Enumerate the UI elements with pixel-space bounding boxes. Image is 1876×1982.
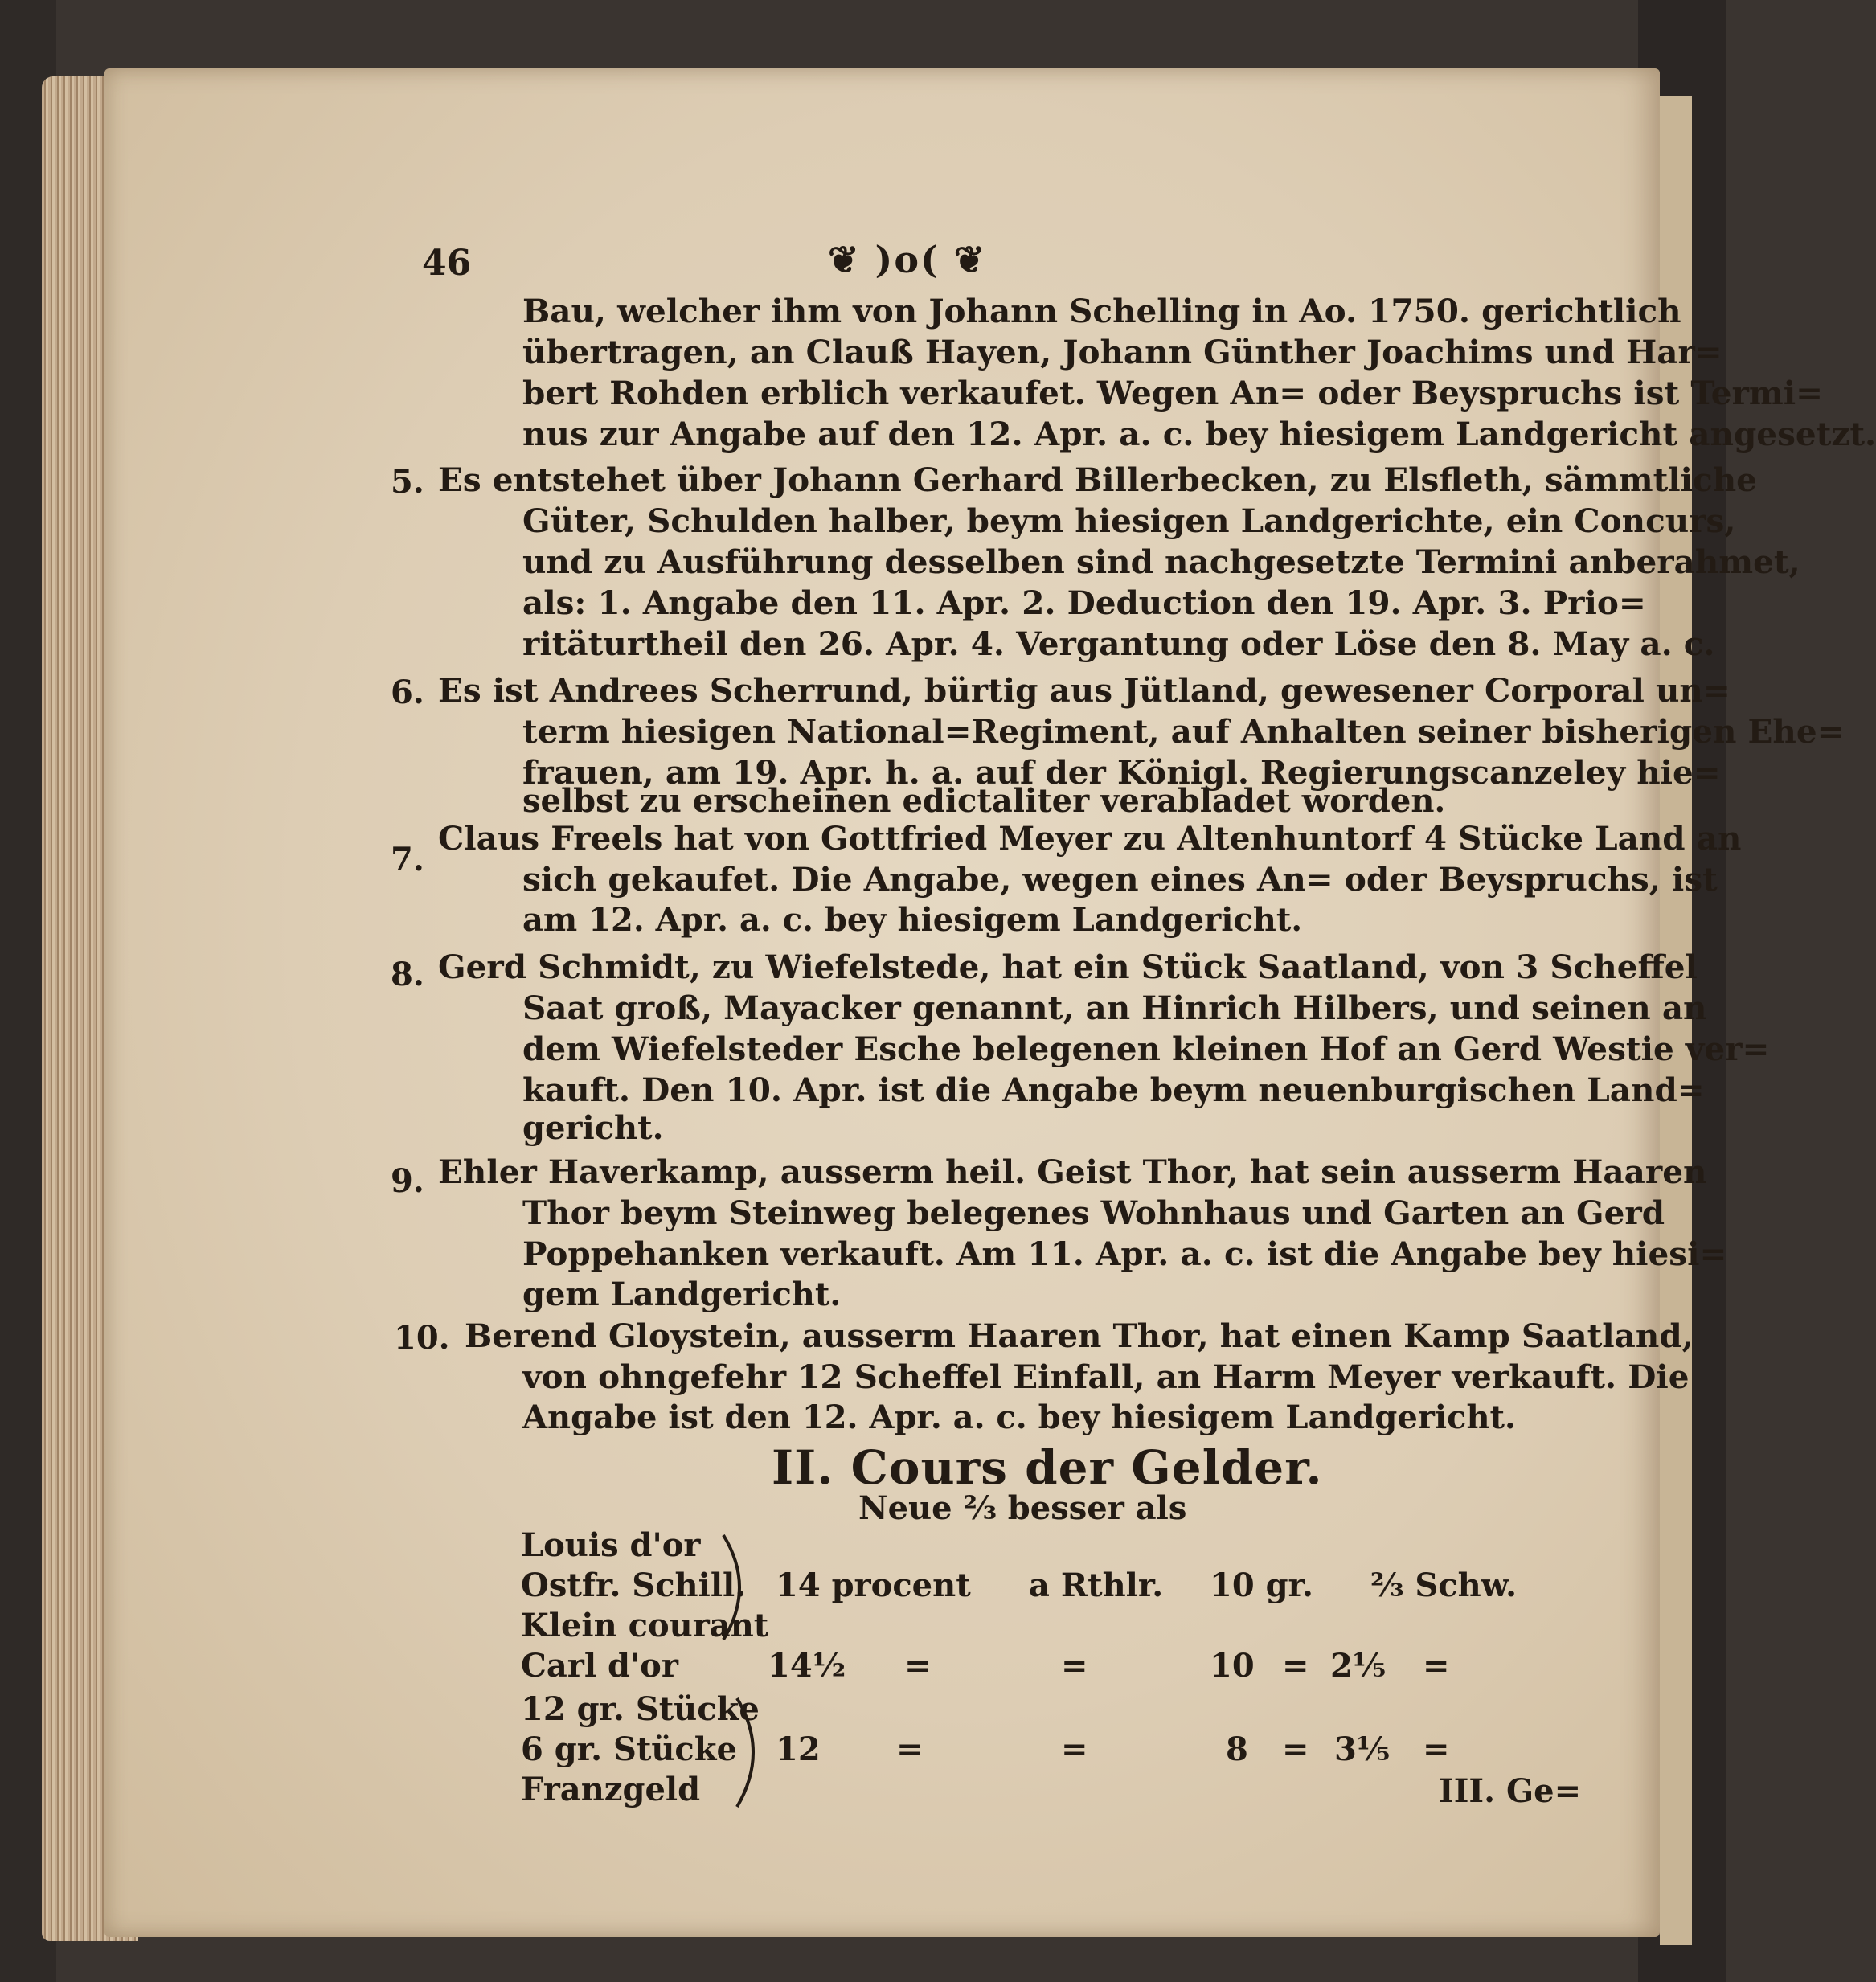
entry-number: 7. <box>391 841 424 878</box>
ditto-mark: = <box>904 1647 932 1685</box>
ditto-mark: = <box>896 1730 924 1768</box>
text-line: Saat groß, Mayacker genannt, an Hinrich Hilbers, und seinen an <box>522 989 1707 1027</box>
text-line: bert Rohden erblich verkaufet. Wegen An= oder Beyspruchs ist Termi= <box>522 374 1824 412</box>
brace-paren <box>719 1531 760 1644</box>
rate-procent: 12 <box>776 1730 821 1768</box>
text-line: Es ist Andrees Scherrund, bürtig aus Jütland, gewesener Corporal un= <box>438 671 1731 710</box>
rate-schwaren: ⅔ Schw. <box>1370 1566 1517 1604</box>
rate-groschen: 10 gr. <box>1210 1566 1313 1604</box>
entry-number: 8. <box>391 956 424 993</box>
rate-unit: a Rthlr. <box>1029 1566 1164 1604</box>
text-line: sich gekaufet. Die Angabe, wegen eines An= oder Beyspruchs, ist <box>522 860 1718 899</box>
rate-schwaren: 2⅕ <box>1330 1647 1387 1685</box>
ditto-mark: = <box>1423 1647 1450 1685</box>
text-line: gericht. <box>522 1109 664 1147</box>
text-line: Bau, welcher ihm von Johann Schelling in Ao. 1750. gerichtlich <box>522 292 1681 330</box>
text-line: gem Landgericht. <box>522 1276 842 1313</box>
text-line: dem Wiefelsteder Esche belegenen kleinen Hof an Gerd Westie ver= <box>522 1030 1770 1068</box>
text-line: Güter, Schulden halber, beym hiesigen Landgerichte, ein Concurs, <box>522 502 1736 540</box>
entry-number: 5. <box>391 463 424 501</box>
text-line: nus zur Angabe auf den 12. Apr. a. c. bey hiesigem Landgericht angesetzt. <box>522 415 1876 453</box>
text-line: Ehler Haverkamp, ausserm heil. Geist Thor, hat sein ausserm Haaren <box>438 1153 1707 1191</box>
ditto-mark: = <box>1423 1730 1450 1768</box>
text-line: Poppehanken verkauft. Am 11. Apr. a. c. ist die Angabe bey hiesi= <box>522 1235 1727 1273</box>
rate-groschen: 8 <box>1226 1730 1248 1768</box>
coin-name: Ostfr. Schill. <box>521 1566 747 1604</box>
coin-name: Louis d'or <box>521 1526 701 1564</box>
coin-name: 12 gr. Stücke <box>521 1690 760 1728</box>
text-line: Es entstehet über Johann Gerhard Billerbecken, zu Elsfleth, sämmtliche <box>438 461 1757 499</box>
text-line: Thor beym Steinweg belegenes Wohnhaus und Garten an Gerd <box>522 1194 1665 1232</box>
rate-schwaren: 3⅕ <box>1334 1730 1391 1768</box>
ditto-mark: = <box>1061 1730 1088 1768</box>
text-line: Angabe ist den 12. Apr. a. c. bey hiesigem Landgericht. <box>522 1398 1516 1436</box>
ditto-mark: = <box>1282 1647 1309 1685</box>
text-line: frauen, am 19. Apr. h. a. auf der Königl. Regierungscanzeley hie= <box>522 753 1721 792</box>
rate-groschen: 10 <box>1210 1647 1255 1685</box>
subheading: Neue ⅔ besser als <box>858 1489 1187 1527</box>
text-line: als: 1. Angabe den 11. Apr. 2. Deduction den 19. Apr. 3. Prio= <box>522 584 1646 622</box>
text-line: term hiesigen National=Regiment, auf Anhalten seiner bisherigen Ehe= <box>522 712 1845 751</box>
text-line: Berend Gloystein, ausserm Haaren Thor, hat einen Kamp Saatland, <box>465 1317 1694 1355</box>
coin-name: Klein courant <box>521 1607 769 1644</box>
entry-number: 6. <box>391 674 424 711</box>
page-number: 46 <box>422 243 472 284</box>
text-line: selbst zu erscheinen edictaliter verabladet worden. <box>522 782 1446 820</box>
entry-number: 10. <box>394 1319 450 1357</box>
text-line: übertragen, an Clauß Hayen, Johann Günther Joachims und Har= <box>522 333 1722 371</box>
rate-procent: 14 procent <box>776 1566 971 1604</box>
text-line: am 12. Apr. a. c. bey hiesigem Landgericht. <box>522 901 1303 939</box>
ditto-mark: = <box>1061 1647 1088 1685</box>
text-line: und zu Ausführung desselben sind nachgesetzte Termini anberahmet, <box>522 543 1800 581</box>
catchword: III. Ge= <box>1439 1772 1582 1810</box>
brace-paren <box>733 1694 773 1811</box>
coin-name: 6 gr. Stücke <box>521 1730 737 1768</box>
text-line: ritäturtheil den 26. Apr. 4. Vergantung oder Löse den 8. May a. c. <box>522 624 1715 663</box>
text-line: Gerd Schmidt, zu Wiefelstede, hat ein Stück Saatland, von 3 Scheffel <box>438 948 1698 986</box>
coin-name: Franzgeld <box>521 1771 701 1808</box>
rate-procent: 14½ <box>768 1647 846 1685</box>
text-line: Claus Freels hat von Gottfried Meyer zu Altenhuntorf 4 Stücke Land an <box>438 819 1742 858</box>
ditto-mark: = <box>1282 1730 1309 1768</box>
section-title: II. Cours der Gelder. <box>772 1440 1323 1495</box>
running-header: ❦ )o( ❦ <box>828 238 987 281</box>
text-line: kauft. Den 10. Apr. ist die Angabe beym neuenburgischen Land= <box>522 1071 1705 1109</box>
text-line: von ohngefehr 12 Scheffel Einfall, an Harm Meyer verkauft. Die <box>522 1358 1690 1396</box>
coin-name: Carl d'or <box>521 1647 678 1685</box>
entry-number: 9. <box>391 1162 424 1200</box>
